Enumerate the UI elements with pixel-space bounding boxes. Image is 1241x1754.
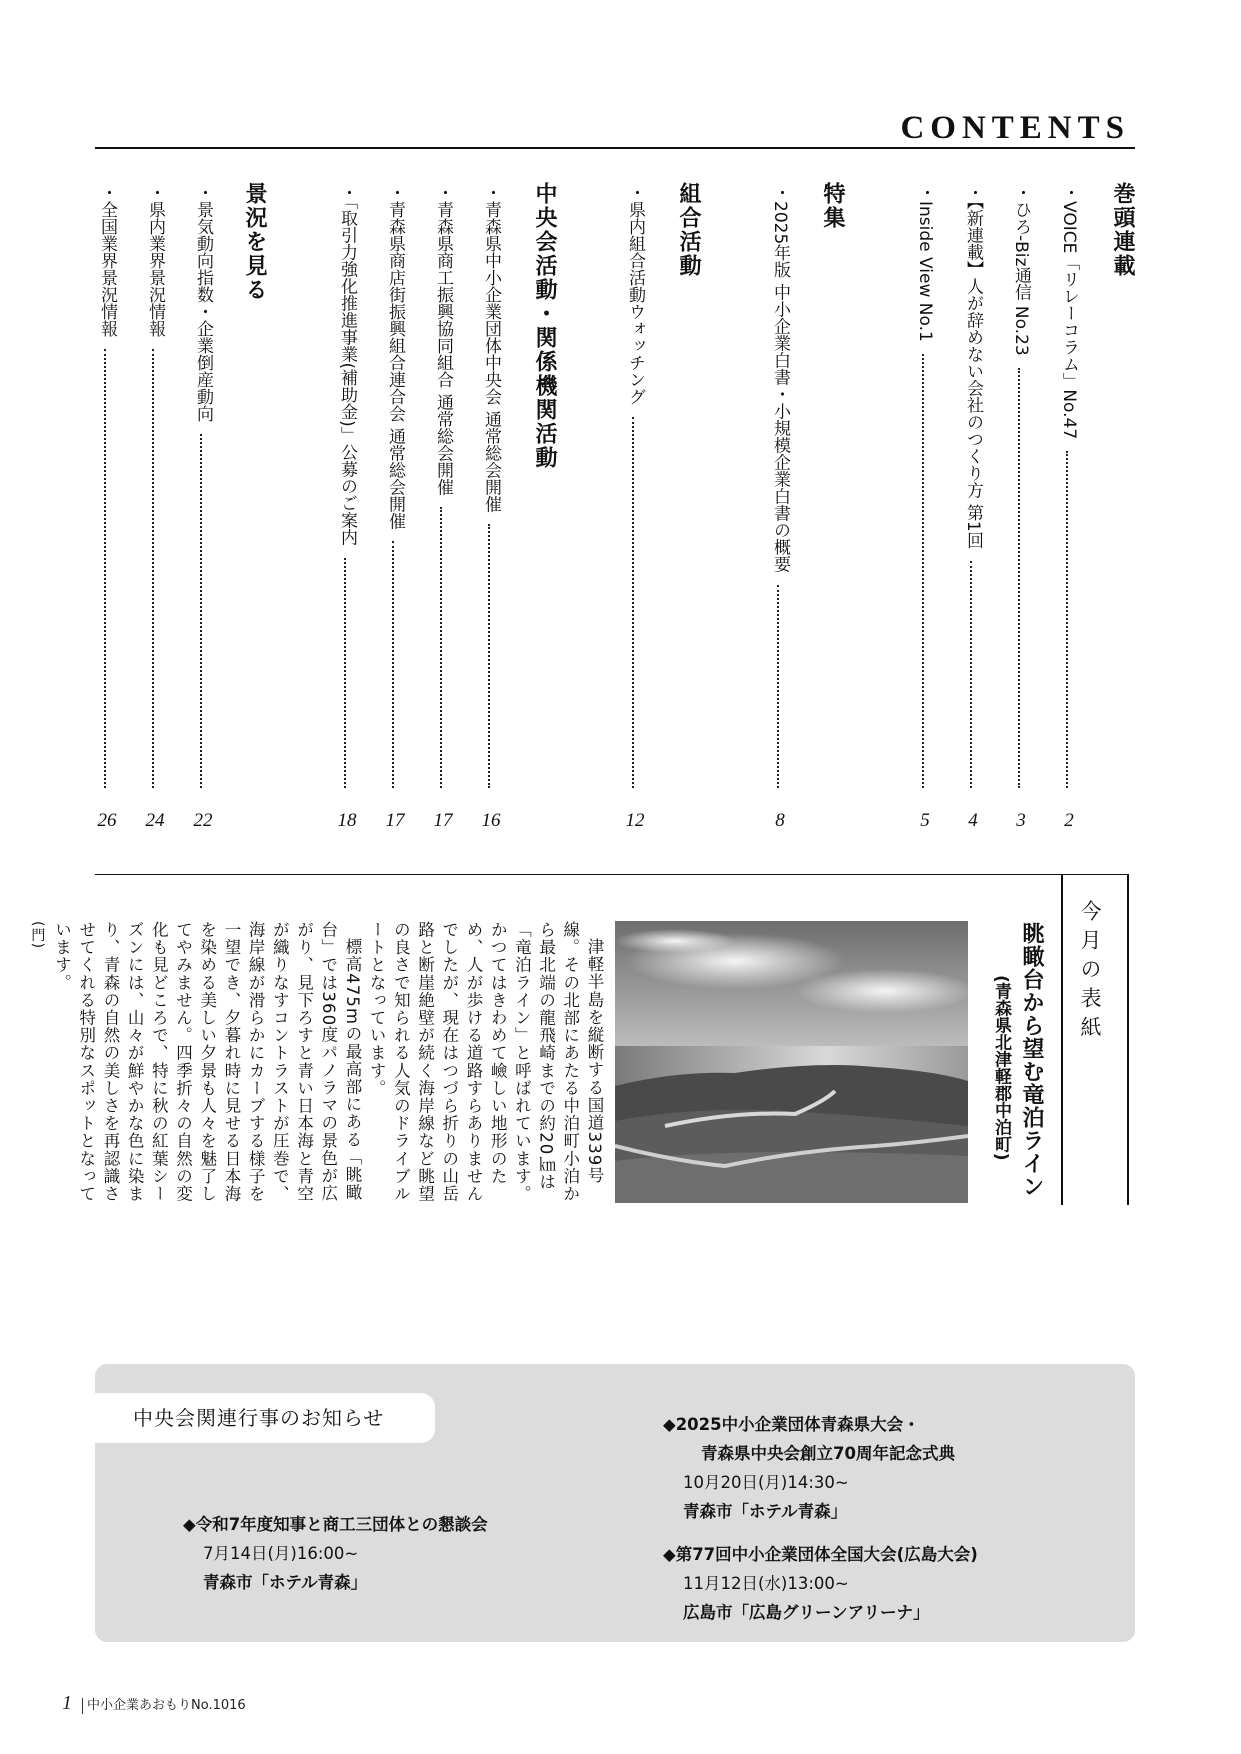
- toc-page-number: 5: [920, 810, 930, 831]
- cover-title: 眺瞰台から望む竜泊ライン: [1019, 922, 1044, 1198]
- toc-page-number: 26: [97, 810, 117, 831]
- toc-item[interactable]: [962, 184, 984, 788]
- event-title: ◆2025中小企業団体青森県大会・: [663, 1415, 920, 1434]
- toc-item-label: ・Inside View No.1: [915, 184, 935, 342]
- event-title-line2: 青森県中央会創立70周年記念式典: [701, 1444, 955, 1463]
- leader-dots: [777, 585, 782, 788]
- toc-page-number: 24: [145, 810, 165, 831]
- toc-page-number: 4: [968, 810, 978, 831]
- toc-page-number: 17: [433, 810, 453, 831]
- cover-subtitle: (青森県北津軽郡中泊町): [991, 975, 1011, 1161]
- leader-dots: [152, 349, 157, 788]
- footer-publication: 中小企業あおもりNo.1016: [87, 1698, 246, 1713]
- event-datetime: 7月14日(月)16:00~: [203, 1544, 359, 1563]
- toc-item[interactable]: [144, 184, 166, 788]
- leader-dots: [104, 349, 109, 788]
- toc-heading: 特集: [820, 182, 845, 230]
- footer-divider: [82, 1698, 83, 1714]
- event-item: [663, 1410, 955, 1526]
- cover-box-right-border: [1127, 874, 1129, 1205]
- event-item: [183, 1510, 488, 1597]
- landscape-photo-icon: [615, 921, 968, 1203]
- toc-heading: 中央会活動・関係機関活動: [532, 182, 557, 470]
- toc-heading: 巻頭連載: [1110, 182, 1135, 278]
- title-rule: [95, 147, 1135, 149]
- toc-item[interactable]: [432, 184, 454, 788]
- toc-page-number: 12: [625, 810, 645, 831]
- event-datetime: 10月20日(月)14:30~: [683, 1473, 849, 1492]
- toc-item[interactable]: [1058, 184, 1080, 788]
- cover-photo: [615, 921, 968, 1203]
- toc-item[interactable]: [336, 184, 358, 788]
- toc-page-number: 3: [1016, 810, 1026, 831]
- toc-item-label: ・県内組合活動ウォッチング: [625, 184, 645, 405]
- toc-item-label: ・県内業界景況情報: [145, 184, 165, 337]
- leader-dots: [440, 507, 445, 788]
- footer-page-number: 1: [62, 1692, 72, 1714]
- toc-item-label: ・VOICE「リレーコラム」No.47: [1059, 184, 1079, 440]
- toc-item-label: ・景気動向指数・企業倒産動向: [193, 184, 213, 422]
- toc-item-label: ・2025年版 中小企業白書・小規模企業白書の概要: [770, 184, 790, 573]
- toc-item[interactable]: [769, 184, 791, 788]
- toc-page-number: 18: [337, 810, 357, 831]
- leader-dots: [344, 558, 349, 788]
- leader-dots: [632, 417, 637, 788]
- toc-item-label: ・「取引力強化推進事業(補助金)」公募のご案内: [337, 184, 357, 546]
- leader-dots: [970, 561, 975, 788]
- toc-page-number: 16: [481, 810, 501, 831]
- toc-page-number: 17: [385, 810, 405, 831]
- toc-item-label: ・【新連載】人が辞めない会社のつくり方 第1回: [963, 184, 983, 549]
- cover-box-divider: [1061, 874, 1063, 1205]
- toc-heading: 組合活動: [676, 182, 701, 278]
- toc-item-label: ・全国業界景況情報: [97, 184, 117, 337]
- toc-item[interactable]: [192, 184, 214, 788]
- event-title: ◆第77回中小企業団体全国大会(広島大会): [663, 1545, 978, 1564]
- event-venue: 青森市「ホテル青森」: [203, 1573, 368, 1592]
- toc-item[interactable]: [96, 184, 118, 788]
- event-title: ◆令和7年度知事と商工三団体との懇談会: [183, 1515, 488, 1534]
- toc-page-number: 8: [775, 810, 785, 831]
- article-paragraph: 津軽半島を縦断する国道339号線。その北部にあたる中泊町小泊から最北端の龍飛崎までの約20㎞は「竜泊ライン」と呼ばれています。かつてはきわめて嶮しい地形のため、人が歩ける道路すらありませんでしたが、現在はつづら折りの山岳路と断崖絶壁が続く海岸線など眺望の良さで知られる人気のドライブルートとなっています。: [367, 921, 604, 1203]
- leader-dots: [922, 354, 927, 788]
- article-paragraph: 標高475mの最高部にある「眺瞰台」では360度パノラマの景色が広がり、見下ろすと青い日本海と青空が織りなすコントラストが圧巻で、海岸線が滑らかにカーブする様子を一望でき、夕暮れ時に見せる日本海を染める美しい夕景も人々を魅了してやみません。四季折々の自然の変化も見どころで、特に秋の紅葉シーズンには、山々が鮮やかな色に染まり、青森の自然の美しさを再認識させてくれる特別なスポットとなっています。: [52, 921, 362, 1203]
- toc-heading: 景況を見る: [242, 182, 267, 302]
- leader-dots: [392, 541, 397, 788]
- leader-dots: [200, 434, 205, 788]
- events-heading: 中央会関連行事のお知らせ: [133, 1406, 385, 1430]
- toc-item-label: ・ひろ-Biz通信 No.23: [1011, 184, 1031, 356]
- toc-item-label: ・青森県中小企業団体中央会 通常総会開催: [481, 184, 501, 513]
- event-venue: 青森市「ホテル青森」: [683, 1502, 848, 1521]
- leader-dots: [1018, 368, 1023, 788]
- cover-article: [25, 921, 606, 1203]
- article-signature: (門): [29, 921, 46, 950]
- event-datetime: 11月12日(水)13:00~: [683, 1574, 849, 1593]
- toc-item[interactable]: [914, 184, 936, 788]
- leader-dots: [488, 524, 493, 788]
- toc-item[interactable]: [624, 184, 646, 788]
- toc-item-label: ・青森県商店街振興組合連合会 通常総会開催: [385, 184, 405, 530]
- toc-page-number: 22: [193, 810, 213, 831]
- page-footer: [62, 1693, 246, 1716]
- toc-page-number: 2: [1064, 810, 1074, 831]
- toc-item[interactable]: [1010, 184, 1032, 788]
- toc-item-label: ・青森県商工振興協同組合 通常総会開催: [433, 184, 453, 496]
- event-venue: 広島市「広島グリーンアリーナ」: [683, 1603, 930, 1622]
- page-title: CONTENTS: [900, 110, 1130, 146]
- toc-item[interactable]: [384, 184, 406, 788]
- event-item: [663, 1540, 978, 1627]
- cover-label: 今月の表紙: [1078, 900, 1102, 1045]
- leader-dots: [1066, 451, 1071, 788]
- toc-item[interactable]: [480, 184, 502, 788]
